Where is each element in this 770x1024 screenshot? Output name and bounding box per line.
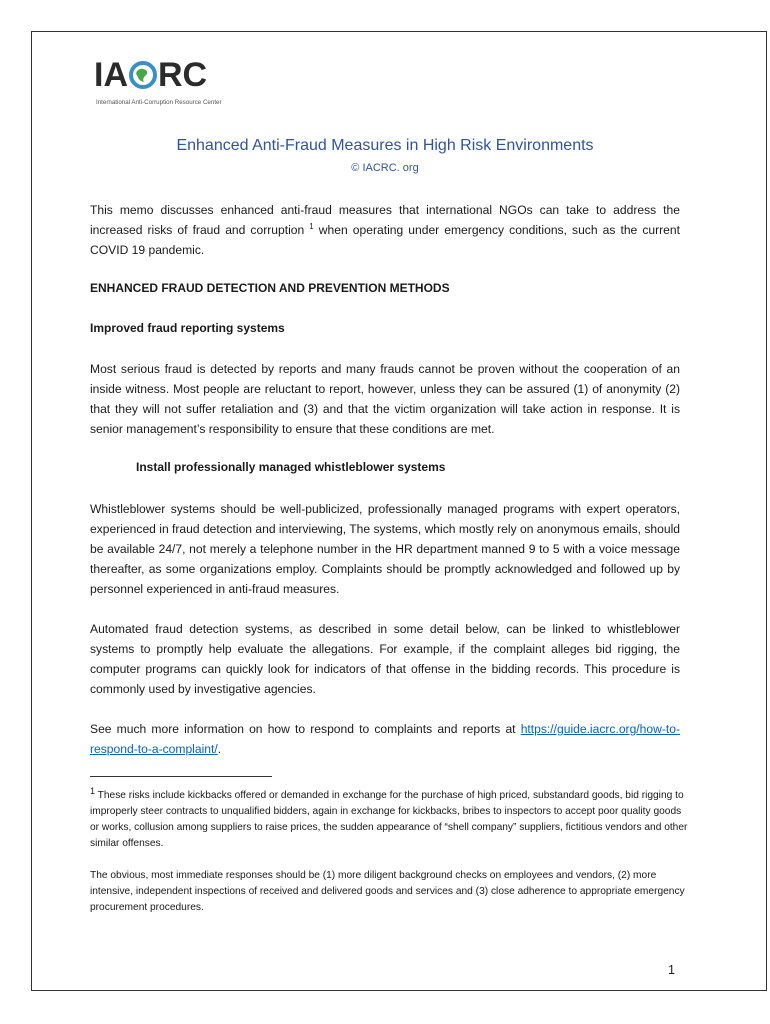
- logo-subtitle: International Anti-Corruption Resource Center: [96, 99, 222, 106]
- complaint-guide-link[interactable]: https://guide.iacrc.org/how-to-respond-to-a-complaint/: [90, 722, 680, 756]
- logo-letters-right: RC: [158, 56, 208, 94]
- more-info-end: .: [217, 742, 222, 756]
- logo-letters-left: IA: [94, 56, 128, 94]
- more-info-paragraph: [90, 719, 680, 759]
- logo-wordmark: [94, 55, 207, 95]
- footnote-1: [90, 788, 690, 852]
- whistleblower-paragraph: Whistleblower systems should be well-publicized, professionally managed programs with expert operators, experienced in fraud detection and interviewing, The systems, which mostly rely on anonymous emails, should be available 24/7, not merely a telephone number in the HR department manned 9 to 5 with a voice message thereafter, as some organizations employ. Complaints should be promptly acknowledged and followed up by personnel experienced in anti-fraud measures.: [90, 502, 680, 596]
- intro-text-cont: when operating under emergency conditions, such as the current COVID 19 pandemic.: [90, 223, 680, 257]
- footnote-text: These risks include kickbacks offered or demanded in exchange for the purchase of high priced, substandard goods, bid rigging to improperly steer contracts to unqualified bidders, again in exchange for kickbacks, bribes to inspectors to accept poor quality goods or works, collusion among suppliers to raise prices, the sudden appearance of “shell company” suppliers, fictitious vendors and other similar offenses.: [90, 790, 688, 849]
- section-heading: ENHANCED FRAUD DETECTION AND PREVENTION METHODS: [90, 281, 450, 295]
- intro-paragraph: [90, 200, 680, 260]
- more-info-text: See much more information on how to respond to complaints and reports at: [90, 722, 521, 736]
- footnote-ref[interactable]: 1: [309, 222, 314, 231]
- whistleblower-heading: Install professionally managed whistleblower systems: [136, 460, 446, 474]
- footnote-separator: [90, 776, 272, 777]
- globe-icon: [129, 61, 157, 89]
- iacrc-logo: [94, 55, 234, 115]
- footnote-marker: 1: [90, 786, 96, 796]
- footnote-continuation: The obvious, most immediate responses should be (1) more diligent background checks on employees and vendors, (2) more intensive, independent inspections of received and delivered goods and services and (3) close adherence to appropriate emergency procurement procedures.: [90, 870, 685, 913]
- page-number: 1: [668, 963, 675, 977]
- automated-paragraph: Automated fraud detection systems, as described in some detail below, can be linked to whistleblower systems to promptly help evaluate the allegations. For example, if the complaint alleges bid rigging, the computer programs can quickly look for indicators of that offense in the bidding records. This procedure is commonly used by investigative agencies.: [90, 622, 680, 696]
- subsection-heading: Improved fraud reporting systems: [90, 321, 285, 335]
- copyright-line: © IACRC. org: [351, 162, 419, 174]
- document-title: Enhanced Anti-Fraud Measures in High Risk Environments: [176, 137, 594, 154]
- reporting-paragraph: Most serious fraud is detected by reports and many frauds cannot be proven without the cooperation of an inside witness. Most people are reluctant to report, however, unless they can be assured (1) of anonymity (2) that they will not suffer retaliation and (3) and that the victim organization will take action in response. It is senior management’s responsibility to ensure that these conditions are met.: [90, 362, 680, 436]
- intro-text: This memo discusses enhanced anti-fraud measures that international NGOs can take to address the increased risks of fraud and corruption: [90, 203, 680, 237]
